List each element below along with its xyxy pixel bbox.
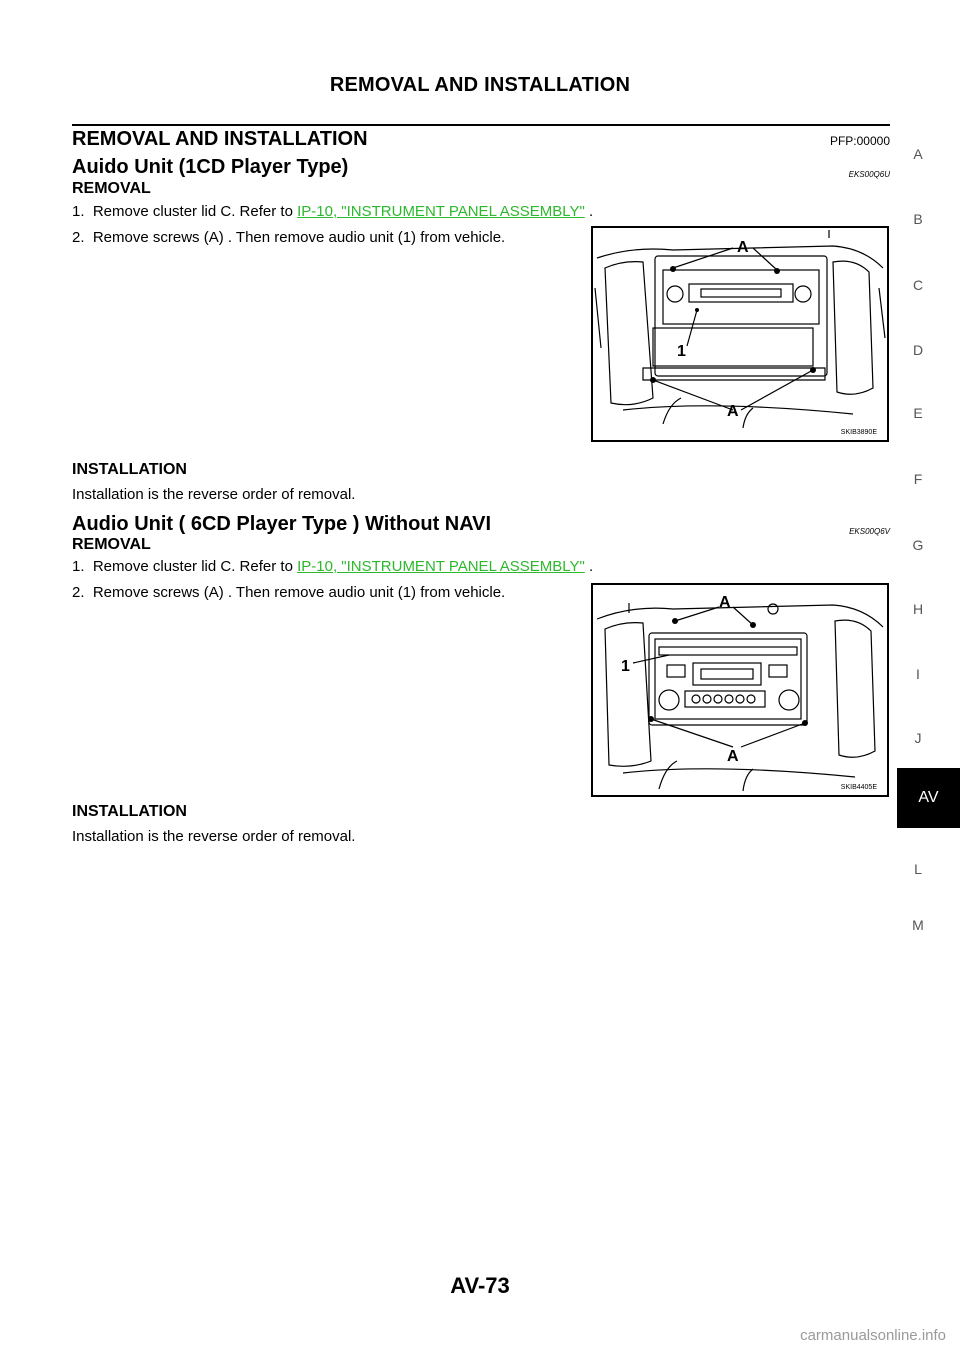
section-1-title: Auido Unit (1CD Player Type) [72, 156, 349, 178]
figure-6cd-audio-unit [591, 583, 889, 797]
section-2-step-1 [72, 558, 593, 575]
section-1-installation-text: Installation is the reverse order of removal. [72, 486, 356, 503]
section-2-step-2: 2. Remove screws (A) . Then remove audio unit (1) from vehicle. [72, 584, 506, 601]
side-index-a[interactable]: A [913, 146, 923, 162]
figure-2-label: SKIB4405E [840, 784, 877, 791]
figure-1cd-illustration [593, 228, 887, 440]
section-1-step-2: 2. Remove screws (A) . Then remove audio unit (1) from vehicle. [72, 229, 506, 246]
watermark: carmanualsonline.info [800, 1327, 946, 1344]
side-index-h[interactable]: H [912, 601, 924, 617]
page-header: REMOVAL AND INSTALLATION [329, 74, 631, 96]
step-1-suffix: . [584, 558, 594, 575]
page-number: AV-73 [450, 1273, 510, 1298]
step-1-text: 1. Remove cluster lid C. Refer to [72, 558, 298, 575]
side-index-b[interactable]: B [913, 211, 923, 227]
figure-6cd-illustration [593, 585, 887, 795]
section-1-installation-heading: INSTALLATION [72, 461, 187, 478]
ip-10-link[interactable]: IP-10, "INSTRUMENT PANEL ASSEMBLY" [297, 558, 585, 575]
callout-a-bottom: A [727, 403, 739, 420]
side-index-i[interactable]: I [916, 666, 920, 682]
side-index-j[interactable]: J [914, 730, 922, 746]
side-index-f[interactable]: F [913, 471, 923, 487]
section-2-title: Audio Unit ( 6CD Player Type ) Without NAVI [72, 513, 492, 535]
pfp-code: PFP:00000 [829, 134, 890, 148]
header-rule [72, 124, 890, 126]
section-2-removal-heading: REMOVAL [72, 536, 151, 553]
figure-1-label: SKIB3890E [840, 429, 877, 436]
side-index-m[interactable]: M [912, 917, 924, 933]
ip-10-link[interactable]: IP-10, "INSTRUMENT PANEL ASSEMBLY" [297, 203, 585, 220]
callout-1: 1 [621, 658, 630, 675]
step-1-suffix: . [584, 203, 594, 220]
side-tab-av-active[interactable]: AV [897, 768, 960, 828]
section-1-code: EKS00Q6U [848, 170, 890, 179]
section-1-step-1 [72, 203, 593, 220]
section-1-removal-heading: REMOVAL [72, 180, 151, 197]
side-index-l[interactable]: L [914, 861, 922, 877]
callout-a-top: A [737, 239, 749, 256]
side-index-e[interactable]: E [913, 405, 923, 421]
callout-a-top: A [719, 594, 731, 611]
figure-1cd-audio-unit [591, 226, 889, 442]
section-title: REMOVAL AND INSTALLATION [72, 128, 368, 150]
section-2-installation-heading: INSTALLATION [72, 803, 187, 820]
section-2-installation-text: Installation is the reverse order of removal. [72, 828, 356, 845]
callout-1: 1 [677, 343, 686, 360]
callout-a-bottom: A [727, 748, 739, 765]
side-index-g[interactable]: G [912, 537, 924, 553]
side-index-d[interactable]: D [912, 342, 924, 358]
step-1-text: 1. Remove cluster lid C. Refer to [72, 203, 298, 220]
side-index-c[interactable]: C [912, 277, 924, 293]
section-2-code: EKS00Q6V [849, 527, 890, 536]
